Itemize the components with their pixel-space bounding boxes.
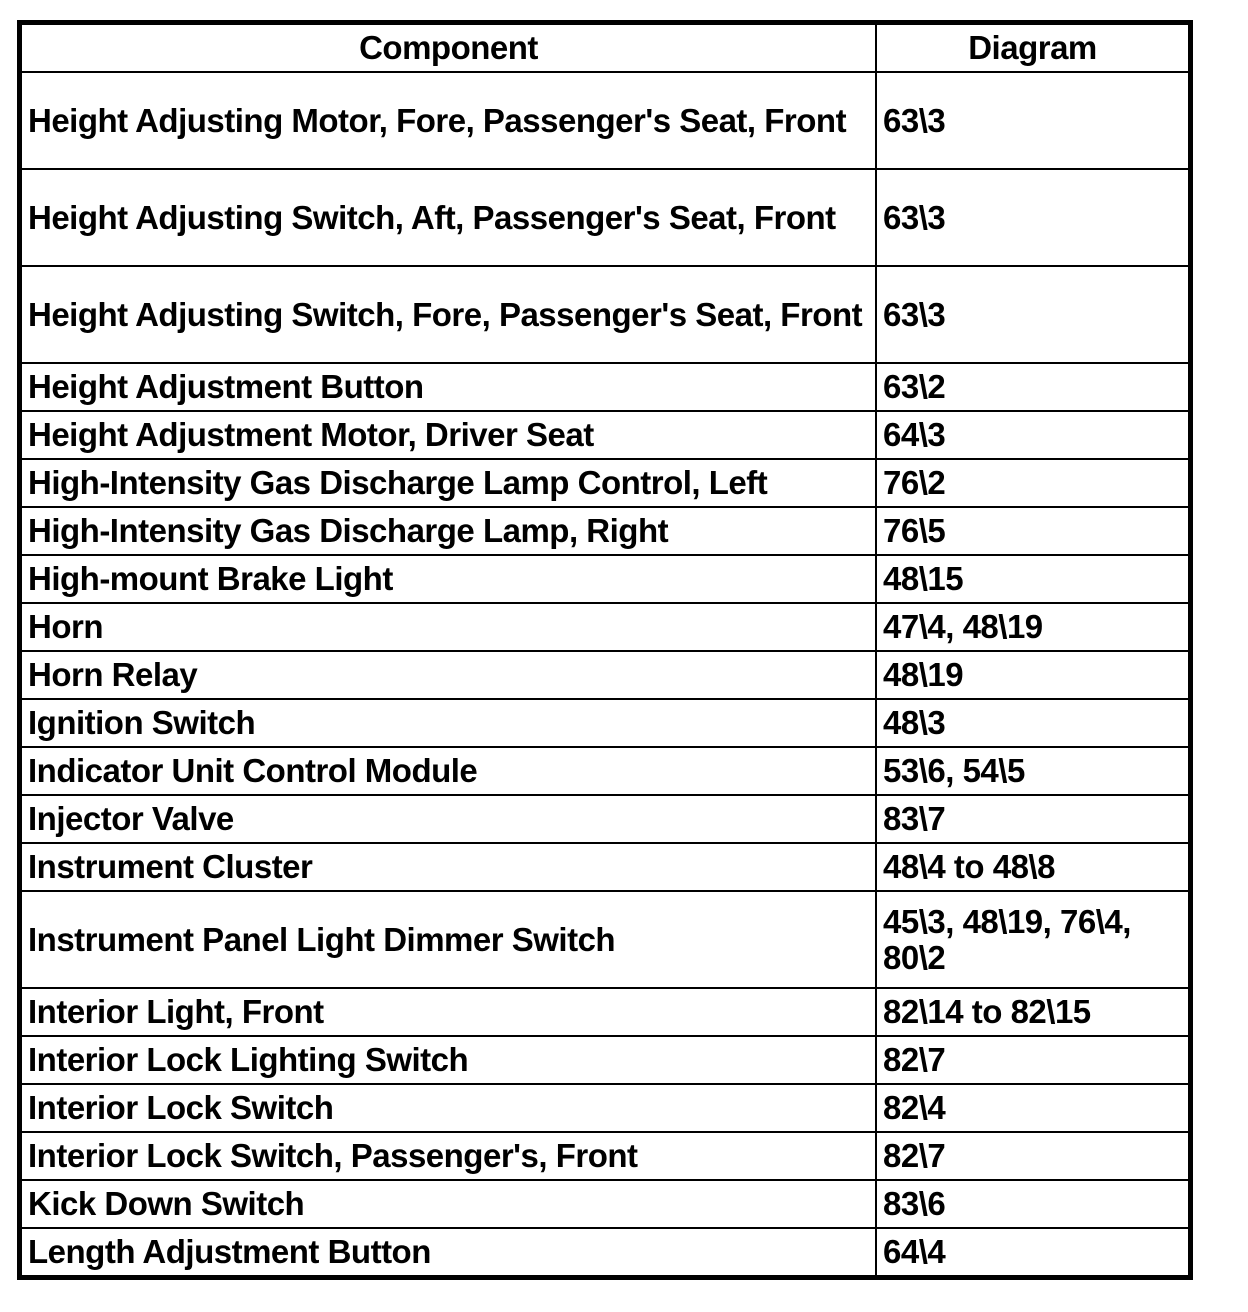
diagram-cell: 76\2 <box>876 459 1189 507</box>
component-cell: Height Adjusting Switch, Fore, Passenger's Seat, Front <box>21 266 876 363</box>
diagram-cell: 48\3 <box>876 699 1189 747</box>
component-cell: High-Intensity Gas Discharge Lamp, Right <box>21 507 876 555</box>
table-row <box>21 169 1189 266</box>
component-cell: Kick Down Switch <box>21 1180 876 1228</box>
component-cell: Indicator Unit Control Module <box>21 747 876 795</box>
diagram-cell: 76\5 <box>876 507 1189 555</box>
table-row <box>21 1084 1189 1132</box>
diagram-cell: 63\3 <box>876 266 1189 363</box>
component-cell: Instrument Cluster <box>21 843 876 891</box>
diagram-cell: 63\3 <box>876 169 1189 266</box>
column-header-component: Component <box>21 24 876 72</box>
table-row <box>21 747 1189 795</box>
component-cell: High-Intensity Gas Discharge Lamp Control, Left <box>21 459 876 507</box>
component-cell: Horn Relay <box>21 651 876 699</box>
component-cell: Instrument Panel Light Dimmer Switch <box>21 891 876 988</box>
table-row <box>21 1132 1189 1180</box>
diagram-cell: 47\4, 48\19 <box>876 603 1189 651</box>
header-row <box>21 24 1189 72</box>
component-cell: Height Adjusting Switch, Aft, Passenger's Seat, Front <box>21 169 876 266</box>
table-row <box>21 603 1189 651</box>
diagram-cell: 63\2 <box>876 363 1189 411</box>
diagram-cell: 64\4 <box>876 1228 1189 1276</box>
diagram-cell: 48\4 to 48\8 <box>876 843 1189 891</box>
component-cell: Height Adjusting Motor, Fore, Passenger's Seat, Front <box>21 72 876 169</box>
component-diagram-table <box>17 20 1193 1280</box>
diagram-cell: 82\14 to 82\15 <box>876 988 1189 1036</box>
table <box>20 23 1190 1277</box>
component-cell: Height Adjustment Button <box>21 363 876 411</box>
component-cell: Horn <box>21 603 876 651</box>
diagram-cell: 64\3 <box>876 411 1189 459</box>
table-row <box>21 891 1189 988</box>
table-row <box>21 363 1189 411</box>
table-row <box>21 699 1189 747</box>
table-row <box>21 795 1189 843</box>
component-cell: Ignition Switch <box>21 699 876 747</box>
component-cell: Length Adjustment Button <box>21 1228 876 1276</box>
table-row <box>21 507 1189 555</box>
diagram-cell: 45\3, 48\19, 76\4, 80\2 <box>876 891 1189 988</box>
diagram-cell: 82\4 <box>876 1084 1189 1132</box>
table-row <box>21 266 1189 363</box>
table-row <box>21 459 1189 507</box>
table-row <box>21 555 1189 603</box>
column-header-diagram: Diagram <box>876 24 1189 72</box>
component-cell: Interior Lock Switch <box>21 1084 876 1132</box>
table-row <box>21 1228 1189 1276</box>
diagram-cell: 83\6 <box>876 1180 1189 1228</box>
diagram-cell: 63\3 <box>876 72 1189 169</box>
diagram-cell: 83\7 <box>876 795 1189 843</box>
diagram-cell: 82\7 <box>876 1036 1189 1084</box>
table-row <box>21 651 1189 699</box>
component-cell: Interior Lock Lighting Switch <box>21 1036 876 1084</box>
diagram-cell: 53\6, 54\5 <box>876 747 1189 795</box>
table-row <box>21 988 1189 1036</box>
component-cell: Injector Valve <box>21 795 876 843</box>
component-cell: Interior Lock Switch, Passenger's, Front <box>21 1132 876 1180</box>
table-row <box>21 1036 1189 1084</box>
table-row <box>21 1180 1189 1228</box>
component-cell: Interior Light, Front <box>21 988 876 1036</box>
table-row <box>21 72 1189 169</box>
diagram-cell: 48\15 <box>876 555 1189 603</box>
table-row <box>21 411 1189 459</box>
table-row <box>21 843 1189 891</box>
component-cell: High-mount Brake Light <box>21 555 876 603</box>
diagram-cell: 48\19 <box>876 651 1189 699</box>
component-cell: Height Adjustment Motor, Driver Seat <box>21 411 876 459</box>
diagram-cell: 82\7 <box>876 1132 1189 1180</box>
